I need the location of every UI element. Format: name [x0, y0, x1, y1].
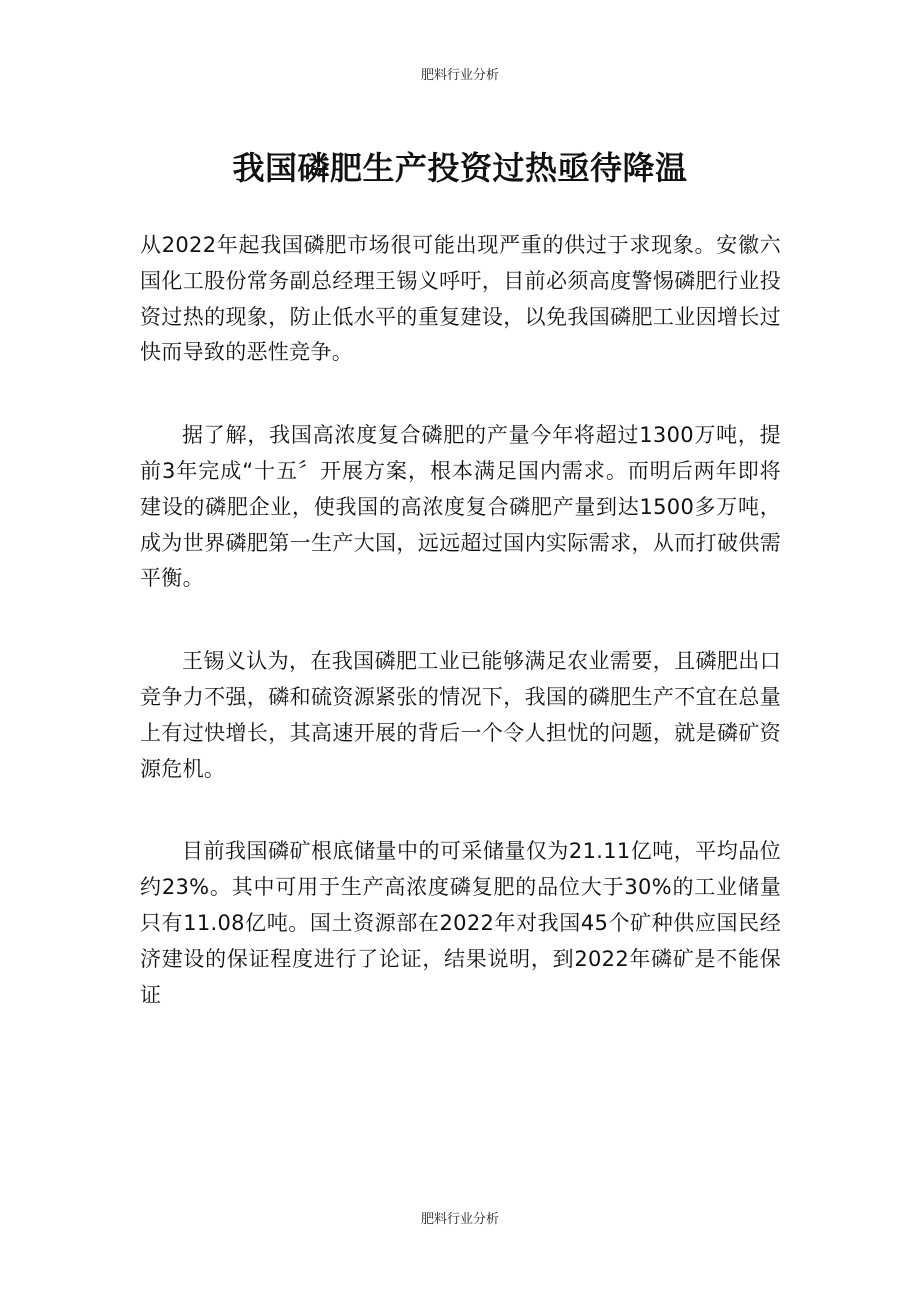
article-body [140, 228, 781, 1060]
running-footer: 肥料行业分析 [420, 1212, 499, 1227]
running-header: 肥料行业分析 [420, 68, 499, 83]
document-title: 我国磷肥生产投资过热亟待降温 [232, 149, 688, 187]
paragraph-intro: 从2022年起我国磷肥市场很可能出现严重的供过于求现象。安徽六国化工股份常务副总经理王锡义呼吁，目前必须高度警惕磷肥行业投资过热的现象，防止低水平的重复建设，以免我国磷肥工业因增长过快而导致的恶性竞争。 [140, 233, 781, 365]
paragraph-opinion: 王锡义认为，在我国磷肥工业已能够满足农业需要，且磷肥出口竞争力不强，磷和硫资源紧张的情况下，我国的磷肥生产不宜在总量上有过快增长，其高速开展的背后一个令人担忧的问题，就是磷矿资源危机。 [140, 649, 781, 781]
paragraph-reserves: 目前我国磷矿根底储量中的可采储量仅为21.11亿吨，平均品位约23%。其中可用于生产高浓度磷复肥的品位大于30%的工业储量只有11.08亿吨。国土资源部在2022年对我国45个矿种供应国民经济建设的保证程度进行了论证，结果说明，到2022年磷矿是不能保证 [140, 839, 781, 1007]
paragraph-production: 据了解，我国高浓度复合磷肥的产量今年将超过1300万吨，提前3年完成“十五〞开展方案，根本满足国内需求。而明后两年即将建设的磷肥企业，使我国的高浓度复合磷肥产量到达1500多万吨，成为世界磷肥第一生产大国，远远超过国内实际需求，从而打破供需平衡。 [140, 423, 781, 591]
